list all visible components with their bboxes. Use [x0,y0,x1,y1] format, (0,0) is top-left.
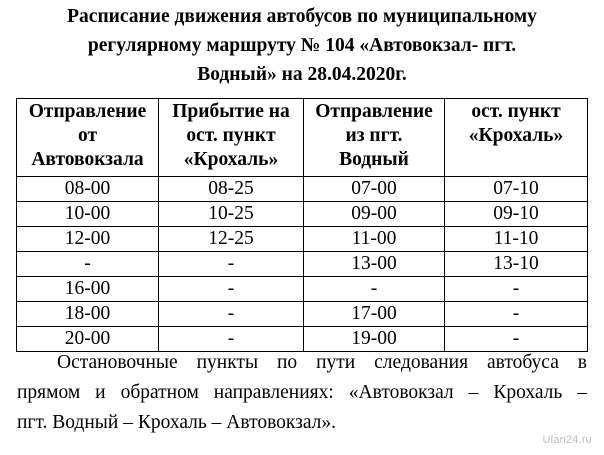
table-cell: 12-00 [17,227,159,252]
table-cell: - [159,252,304,277]
table-row [17,177,588,202]
table-row [17,202,588,227]
header-departure-from-vodny: Отправление из пгт. Водный [304,99,445,177]
table-cell: - [445,277,588,302]
table-row [17,277,588,302]
table-cell: 11-00 [304,227,445,252]
table-cell: 08-25 [159,177,304,202]
table-cell: 10-00 [17,202,159,227]
header-arrival-krokhal: Прибытие на ост. пункт «Крохаль» [159,99,304,177]
table-cell: 07-00 [304,177,445,202]
table-cell: - [159,327,304,352]
table-cell: 13-10 [445,252,588,277]
watermark-logo: Ulan24.ru [542,434,592,446]
note-line-2: прямом и обратном направлениях: «Автовокзал – Крохаль – [17,382,587,403]
table-cell: 10-25 [159,202,304,227]
table-cell: 07-10 [445,177,588,202]
table-cell: 09-10 [445,202,588,227]
table-cell: 12-25 [159,227,304,252]
header-stop-krokhal: ост. пункт «Крохаль» [445,99,588,177]
table-row [17,302,588,327]
schedule-table-body [17,177,588,352]
table-cell: 08-00 [17,177,159,202]
table-cell: - [445,302,588,327]
table-cell: 19-00 [304,327,445,352]
table-cell: 18-00 [17,302,159,327]
table-cell: 17-00 [304,302,445,327]
table-cell: 20-00 [17,327,159,352]
schedule-table-header [17,99,588,177]
table-cell: 11-10 [445,227,588,252]
title-line-2: регулярному маршруту № 104 «Автовокзал- пгт. [87,35,517,56]
document-title [0,2,604,89]
table-row [17,227,588,252]
table-cell: - [159,277,304,302]
header-departure-from-bus-station: Отправление от Автовокзала [17,99,159,177]
table-cell: 09-00 [304,202,445,227]
note-line-1: Остановочные пункты по пути следования автобуса в [57,352,587,373]
table-cell: - [304,277,445,302]
stops-note [17,348,587,438]
table-cell: - [159,302,304,327]
schedule-table [16,98,588,352]
title-line-1: Расписание движения автобусов по муниципальному [67,6,537,27]
table-cell: 16-00 [17,277,159,302]
note-line-3: пгт. Водный – Крохаль – Автовокзал». [17,412,337,433]
table-cell: 13-00 [304,252,445,277]
table-cell: - [17,252,159,277]
table-row [17,252,588,277]
header-row [17,99,588,177]
title-line-3: Водный» на 28.04.2020г. [197,64,407,85]
table-cell: - [445,327,588,352]
